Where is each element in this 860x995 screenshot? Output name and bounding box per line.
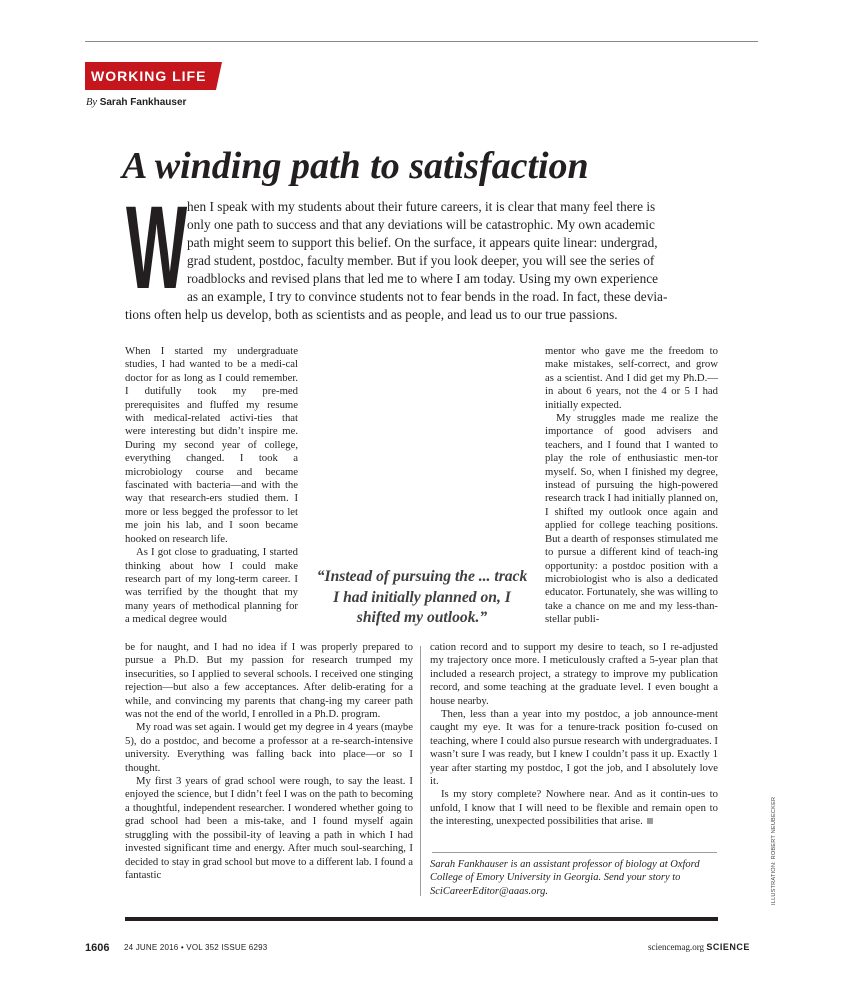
author-bio: Sarah Fankhauser is an assistant professor of biology at Oxford College of Emory University in Georgia. Send your story to SciCareerEditor@aaas.org. <box>430 859 700 897</box>
byline-author: Sarah Fankhauser <box>99 97 187 108</box>
paragraph: Then, less than a year into my postdoc, a job announce-ment caught my eye. It was for a tenure-track position fo-cused on teaching, where I could also pursue research with undergraduates. I wasn’t sure I was ready, but I knew I couldn’t pass it up. Exactly 1 year after starting my postdoc, I got the job, and I absolutely love it. <box>430 708 718 788</box>
paragraph: mentor who gave me the freedom to make mistakes, self-correct, and grow as a scientist. And I did get my Ph.D.—in about 6 years, not the 4 or 5 I had initially expected. <box>545 345 718 411</box>
lead-line-6: as an example, I try to convince students not to fear bends in the road. In fact, these devia- <box>187 289 668 304</box>
lead-line-3: path might seem to support this belief. On the surface, it appears quite linear: undergrad, <box>187 235 658 250</box>
paragraph: My struggles made me realize the importance of good advisers and teachers, and I found that I wanted to play the role of enthusiastic men-tor myself. So, when I finished my degree, instead of pursuing the high-powered research track I had initially planned on, I shifted my outlook once again and applied for college teaching positions. But a dearth of responses stimulated me to pursue a different kind of teach-ing opportunity: a postdoc position with a microbiologist who is also a dedicated educator. Fortunately, she was willing to take a chance on me and my less-than-stellar publi- <box>545 412 718 626</box>
body-right-bottom <box>430 641 718 829</box>
pull-quote: “Instead of pursuing the ... track I had initially planned on, I shifted my outlook.” <box>316 568 528 626</box>
paragraph <box>430 788 718 828</box>
page-number: 1606 <box>85 942 110 954</box>
byline <box>86 97 186 108</box>
site-url: sciencemag.org <box>648 942 705 952</box>
paragraph: cation record and to support my desire to teach, so I re-adjusted my trajectory once more. I meticulously crafted a 5-year plan that included a research project, a strategy to improve my publication record, and some teaching at the graduate level. I even bought a house nearby. <box>430 641 718 707</box>
lead-line-7: tions often help us develop, both as scientists and as people, and lead us to our true passions. <box>125 307 618 322</box>
footer-bar <box>125 917 718 921</box>
body-right-top <box>545 345 718 627</box>
bio-rule <box>432 852 717 853</box>
top-rule <box>85 41 758 42</box>
body-left-bottom <box>125 641 413 882</box>
issue-dateline: 24 JUNE 2016 • VOL 352 ISSUE 6293 <box>124 943 268 952</box>
paragraph: My road was set again. I would get my degree in 4 years (maybe 5), do a postdoc, and become a professor at a re-search-intensive university. Everything was falling back into place—or so I thought. <box>125 721 413 774</box>
paragraph: When I started my undergraduate studies, I had wanted to be a medi-cal doctor for as long as I could remember. I dutifully took my pre-med prerequisites and fluffed my resume with medical-related activi-ties that were interesting but didn’t inspire me. During my second year of college, everything changed. I took a microbiology course and became fascinated with bacteria—and with the way that research-ers studied them. I more or less begged the professor to let me join his lab, and I soon became hooked on research life. <box>125 345 298 545</box>
drop-cap: W <box>126 182 188 314</box>
column-divider <box>420 646 421 896</box>
byline-prefix: By <box>86 97 98 108</box>
article-title: A winding path to satisfaction <box>122 145 589 187</box>
journal-name: SCIENCE <box>706 942 750 952</box>
final-paragraph-text: Is my story complete? Nowhere near. And as it contin-ues to unfold, I know that I will need to be flexible and remain open to the interesting, unexpected possibilities that arise. <box>430 788 718 828</box>
journal-site <box>648 942 750 952</box>
lead-line-2: only one path to success and that any deviations will be catastrophic. My own academic <box>187 217 655 232</box>
section-tag: WORKING LIFE <box>85 62 216 90</box>
lead-line-4: grad student, postdoc, faculty member. But if you look deeper, you will see the series of <box>187 253 655 268</box>
body-left-top <box>125 345 298 627</box>
lead-line-1: hen I speak with my students about their future careers, it is clear that many feel there is <box>187 199 656 214</box>
paragraph: be for naught, and I had no idea if I was properly prepared to pursue a Ph.D. But my passion for research trumped my insecurities, so I applied to several schools. I received one stinging rejection—but also a few acceptances. After delib-erating for a while, and convincing my parents that chang-ing my career path was not the end of the world, I enrolled in a Ph.D. program. <box>125 641 413 721</box>
illustration-credit: ILLUSTRATION: ROBERT NEUBECKER <box>771 796 777 905</box>
end-mark-icon <box>647 818 653 824</box>
lead-line-5: roadblocks and revised plans that led me to where I am today. Using my own experience <box>187 271 659 286</box>
paragraph: My first 3 years of grad school were rough, to say the least. I enjoyed the science, but I didn’t feel I was on the path to becoming a thoughtful, independent researcher. I wondered whether going to grad school had been a mis-take, and I found myself again struggling with the possibil-ity of leaving a path in which I had invested significant time and energy. After much soul-searching, I decided to stay in grad school but move to a different lab. I found a fantastic <box>125 775 413 881</box>
paragraph: As I got close to graduating, I started thinking about how I could make research part of my long-term career. I was terrified by the thought that my many years of methodical planning for a medical degree would <box>125 546 298 626</box>
